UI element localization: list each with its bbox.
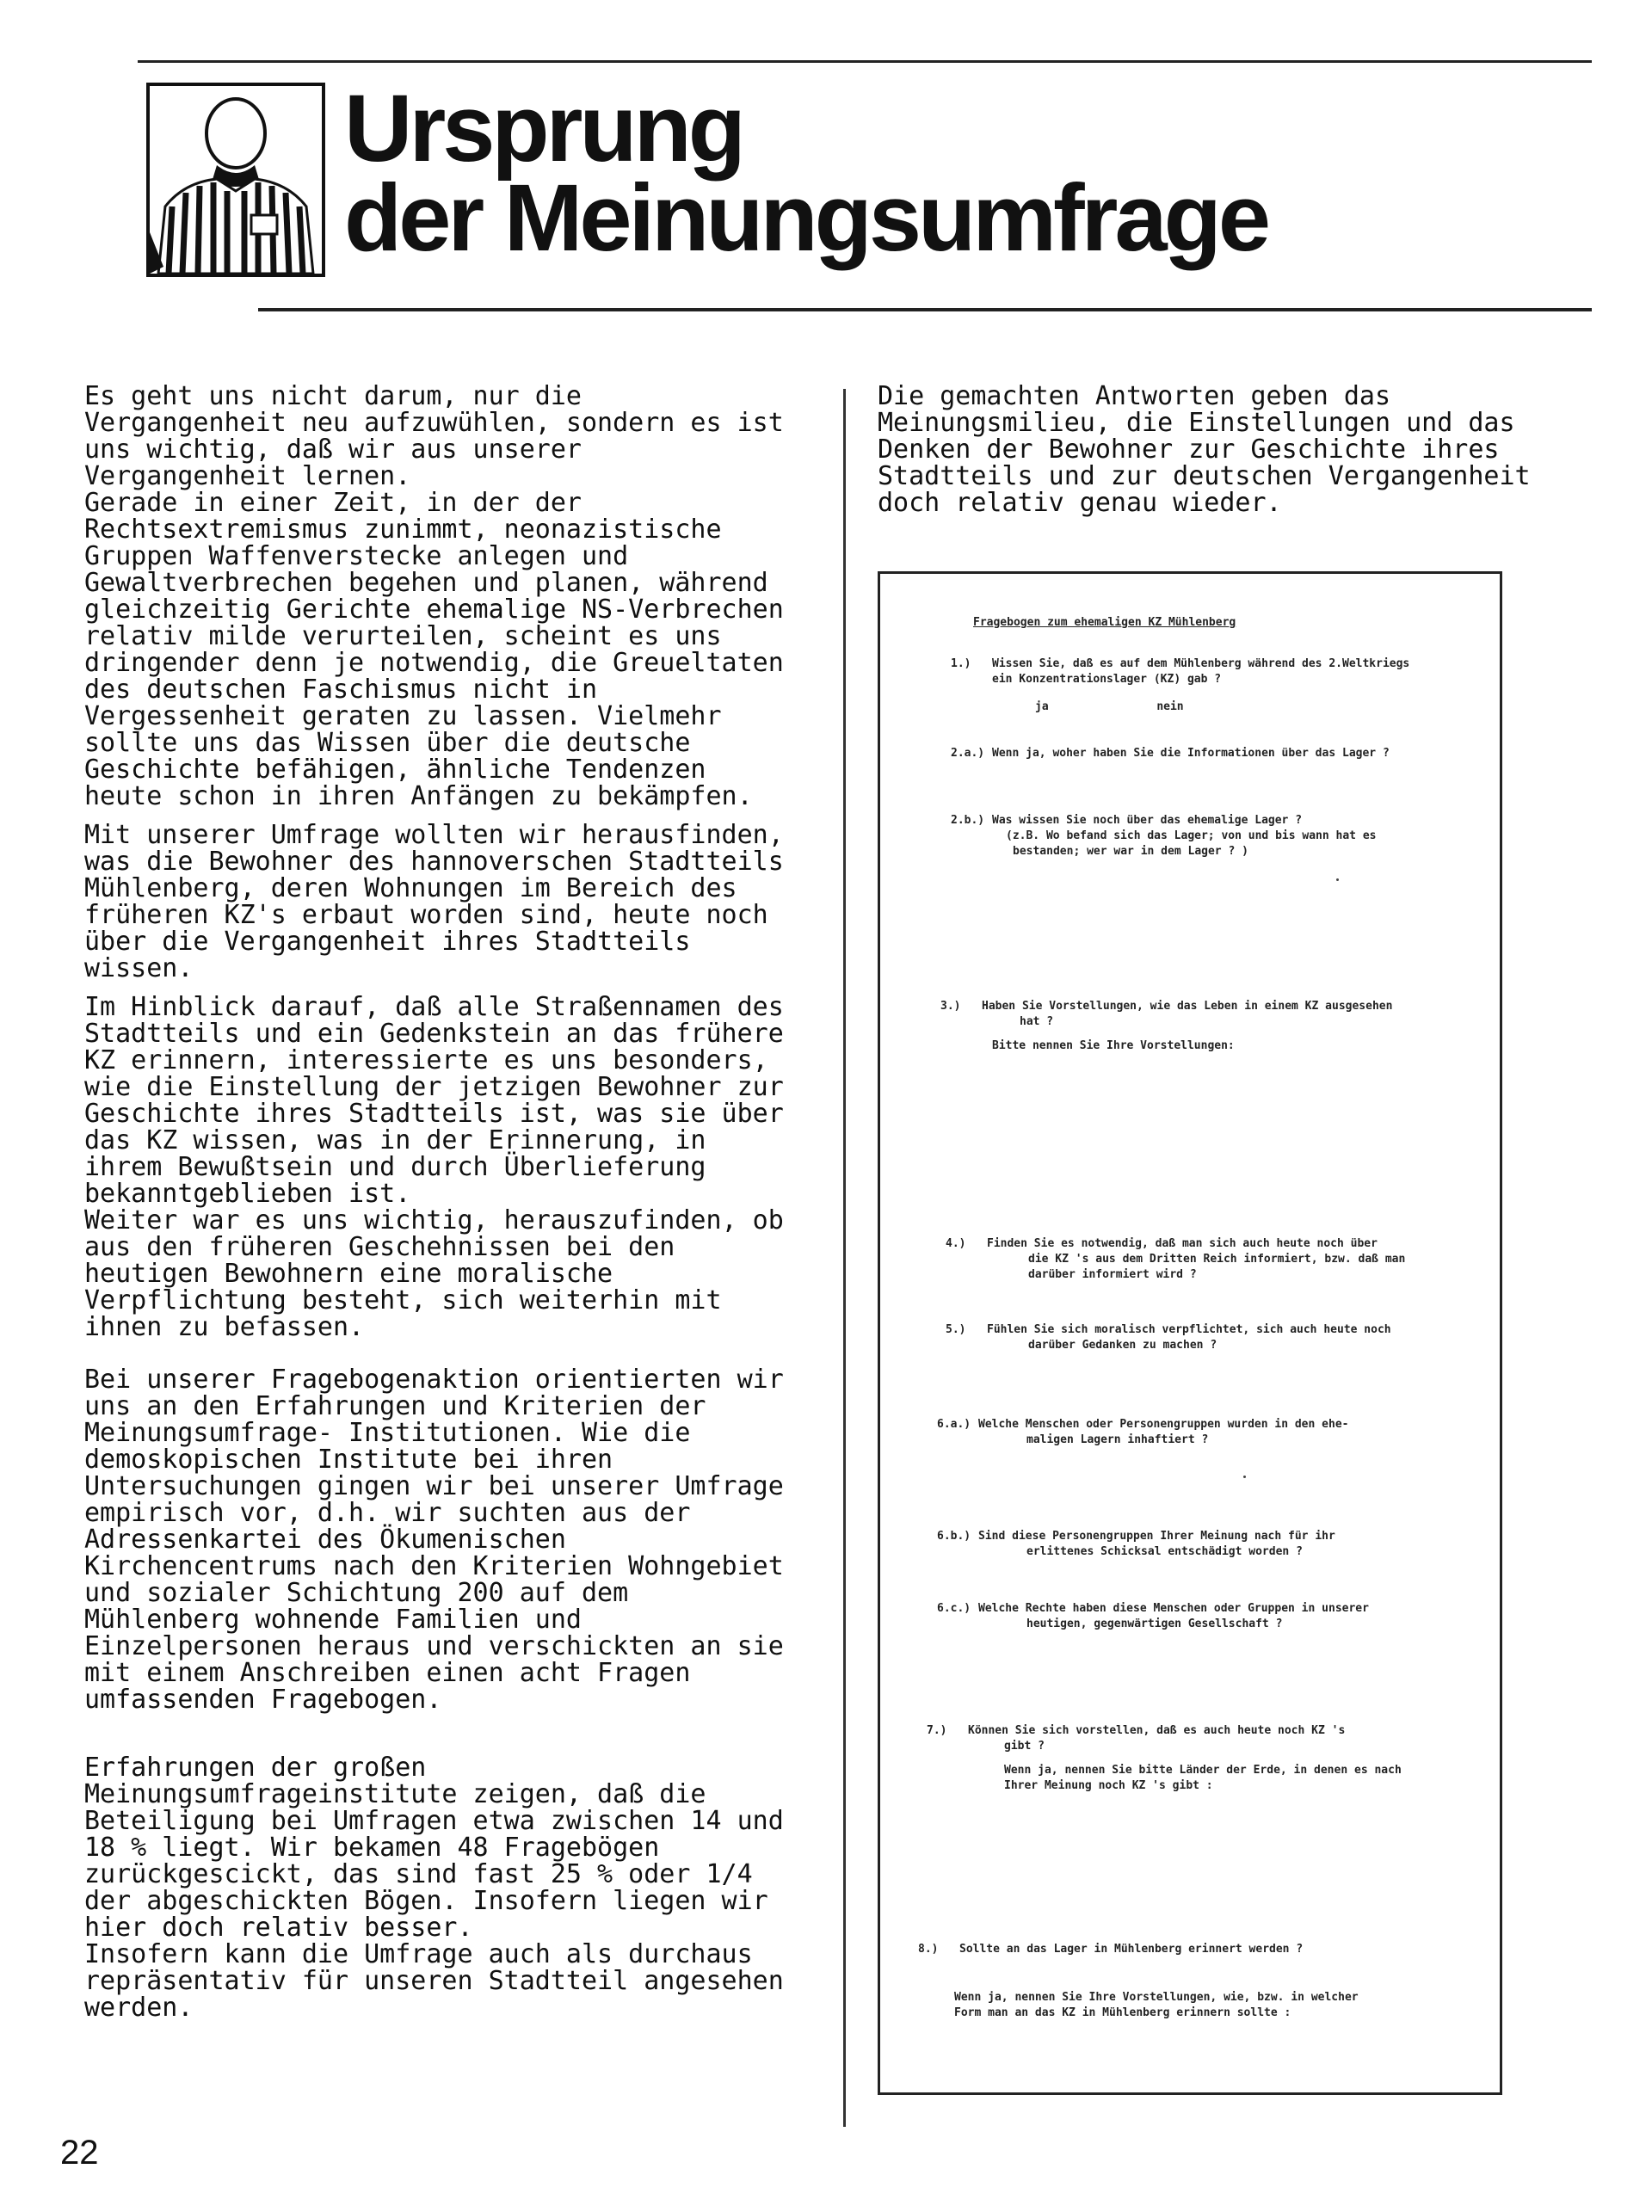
- question-5: [946, 1322, 1391, 1353]
- question-number: 6.b.): [937, 1530, 971, 1543]
- paragraph-8: Insofern kann die Umfrage auch als durchaus repräsentativ für unseren Stadtteil angesehen werden.: [84, 1939, 784, 2023]
- question-number: 4.): [946, 1237, 966, 1250]
- question-7: [927, 1723, 1402, 1794]
- questionnaire-image: [878, 571, 1502, 2095]
- scan-speck: [1336, 878, 1339, 881]
- question-number: 5.): [946, 1323, 966, 1336]
- questionnaire-heading: Fragebogen zum ehemaligen KZ Mühlenberg: [973, 616, 1236, 629]
- prisoner-photo: [146, 83, 325, 277]
- question-text: darüber Gedanken zu machen ?: [1028, 1339, 1217, 1352]
- question-1: [951, 656, 1409, 715]
- left-column: [84, 383, 798, 2033]
- scan-speck: [1243, 1476, 1246, 1478]
- question-8: [918, 1942, 1359, 2021]
- question-number: 2.b.): [951, 814, 985, 827]
- paragraph-3: Mit unserer Umfrage wollten wir herausfinden, was die Bewohner des hannoverschen Stadtteils Mühlenberg, deren Wohnungen im Bereich des früheren KZ's erbaut worden sind, heute noch über die Vergangenheit ihres Stadtteils wissen.: [84, 820, 784, 983]
- question-text: erlittenes Schicksal entschädigt worden ?: [1026, 1545, 1303, 1558]
- question-4: [946, 1236, 1405, 1283]
- question-text: gibt ?: [1004, 1740, 1045, 1753]
- question-text: heutigen, gegenwärtigen Gesellschaft ?: [1026, 1617, 1283, 1630]
- question-text: hat ?: [1020, 1015, 1054, 1028]
- answer-yes: ja: [1035, 700, 1049, 713]
- title-line-2: der Meinungsumfrage: [344, 165, 1268, 271]
- question-6b: [937, 1529, 1335, 1560]
- top-rule: [138, 60, 1592, 63]
- title-line-1: Ursprung: [344, 76, 743, 182]
- question-number: 7.): [927, 1724, 947, 1737]
- question-text: maligen Lagern inhaftiert ?: [1026, 1433, 1209, 1446]
- question-text: Form man an das KZ in Mühlenberg erinnern sollte :: [954, 2006, 1291, 2019]
- question-number: 8.): [918, 1943, 939, 1956]
- question-text: die KZ 's aus dem Dritten Reich informiert, bzw. daß man: [1028, 1253, 1406, 1266]
- question-number: 6.c.): [937, 1602, 971, 1615]
- right-column-intro: Die gemachten Antworten geben das Meinungsmilieu, die Einstellungen und das Denken der Bewohner zur Geschichte ihres Stadtteils und zur deutschen Vergangenheit doch relativ genau wieder.: [878, 381, 1531, 518]
- paragraph-4: Im Hinblick darauf, daß alle Straßennamen des Stadtteils und ein Gedenkstein an das frühere KZ erinnern, interessierte es uns besonders, wie die Einstellung der jetzigen Bewohner zur Geschichte ihres Stadtteils ist, was sie über das KZ wissen, was in der Erinnerung, in ihrem Bewußtsein und durch Überlieferung bekanntgeblieben ist.: [84, 992, 784, 1209]
- answer-no: nein: [1156, 700, 1184, 713]
- paragraph-2: Gerade in einer Zeit, in der der Rechtsextremismus zunimmt, neonazistische Gruppen Waffenverstecke anlegen und Gewaltverbrechen begehen und planen, während gleichzeitig Gerichte ehemalige NS-Verbrechen relativ milde verurteilen, scheint es uns dringender denn je notwendig, die Greueltaten des deutschen Faschismus nicht in Vergessenheit geraten zu lassen. Vielmehr sollte uns das Wissen über die deutsche Geschichte befähigen, ähnliche Tendenzen heute schon in ihren Anfängen zu bekämpfen.: [84, 488, 784, 811]
- question-text: Wissen Sie, daß es auf dem Mühlenberg während des 2.Weltkriegs: [992, 657, 1410, 670]
- paragraph-6: Bei unserer Fragebogenaktion orientierten wir uns an den Erfahrungen und Kriterien der Meinungsumfrage- Institutionen. Wie die demoskopischen Institute bei ihren Untersuchungen gingen wir bei unserer Umfrage empirisch vor, d.h. wir suchten aus der Adressenkartei des Ökumenischen Kirchencentrums nach den Kriterien Wohngebiet und sozialer Schichtung 200 auf dem Mühlenberg wohnende Familien und Einzelpersonen heraus und verschickten an sie mit einem Anschreiben einen acht Fragen umfassenden Fragebogen.: [84, 1365, 784, 1715]
- title-rule: [258, 308, 1592, 311]
- question-text: (z.B. Wo befand sich das Lager; von und bis wann hat es: [1006, 829, 1377, 842]
- question-text: Welche Rechte haben diese Menschen oder Gruppen in unserer: [978, 1602, 1369, 1615]
- question-text: Wenn ja, woher haben Sie die Informationen über das Lager ?: [992, 747, 1390, 760]
- question-text: Wenn ja, nennen Sie bitte Länder der Erde, in denen es nach: [1004, 1764, 1402, 1777]
- page-number: 22: [60, 2134, 99, 2172]
- question-number: 6.a.): [937, 1418, 971, 1431]
- question-text: Fühlen Sie sich moralisch verpflichtet, sich auch heute noch: [987, 1323, 1391, 1336]
- question-text: bestanden; wer war in dem Lager ? ): [1013, 845, 1248, 858]
- column-divider: [843, 389, 846, 2127]
- question-text: Ihrer Meinung noch KZ 's gibt :: [1004, 1779, 1213, 1792]
- question-6c: [937, 1601, 1369, 1632]
- page-title: [344, 76, 1268, 271]
- question-text: darüber informiert wird ?: [1028, 1268, 1197, 1281]
- question-text: Sollte an das Lager in Mühlenberg erinnert werden ?: [959, 1943, 1304, 1956]
- question-text: Bitte nennen Sie Ihre Vorstellungen:: [992, 1039, 1235, 1052]
- question-text: Wenn ja, nennen Sie Ihre Vorstellungen, wie, bzw. in welcher: [954, 1991, 1359, 2004]
- question-number: 2.a.): [951, 747, 985, 760]
- question-text: Haben Sie Vorstellungen, wie das Leben in einem KZ ausgesehen: [982, 1000, 1393, 1013]
- question-text: Sind diese Personengruppen Ihrer Meinung nach für ihr: [978, 1530, 1335, 1543]
- question-text: Finden Sie es notwendig, daß man sich auch heute noch über: [987, 1237, 1378, 1250]
- question-number: 3.): [940, 1000, 961, 1013]
- question-3: [940, 999, 1392, 1054]
- question-text: Was wissen Sie noch über das ehemalige Lager ?: [992, 814, 1303, 827]
- question-number: 1.): [951, 657, 971, 670]
- paragraph-5: Weiter war es uns wichtig, herauszufinden, ob aus den früheren Geschehnissen bei den heutigen Bewohnern eine moralische Verpflichtung besteht, sich weiterhin mit ihnen zu befassen.: [84, 1205, 784, 1342]
- paragraph-1: Es geht uns nicht darum, nur die Vergangenheit neu aufzuwühlen, sondern es ist uns wichtig, daß wir aus unserer Vergangenheit lernen.: [84, 381, 784, 491]
- question-2a: [951, 746, 1390, 761]
- question-2b: [951, 813, 1376, 860]
- question-text: Welche Menschen oder Personengruppen wurden in den ehe-: [978, 1418, 1349, 1431]
- question-text: Können Sie sich vorstellen, daß es auch heute noch KZ 's: [968, 1724, 1346, 1737]
- paragraph-7: Erfahrungen der großen Meinungsumfrageinstitute zeigen, daß die Beteiligung bei Umfragen etwa zwischen 14 und 18 % liegt. Wir bekamen 48 Fragebögen zurückgescickt, das sind fast 25 % oder 1/4 der abgeschickten Bögen. Insofern liegen wir hier doch relativ besser.: [84, 1753, 784, 1943]
- question-6a: [937, 1417, 1348, 1448]
- question-text: ein Konzentrationslager (KZ) gab ?: [992, 673, 1222, 686]
